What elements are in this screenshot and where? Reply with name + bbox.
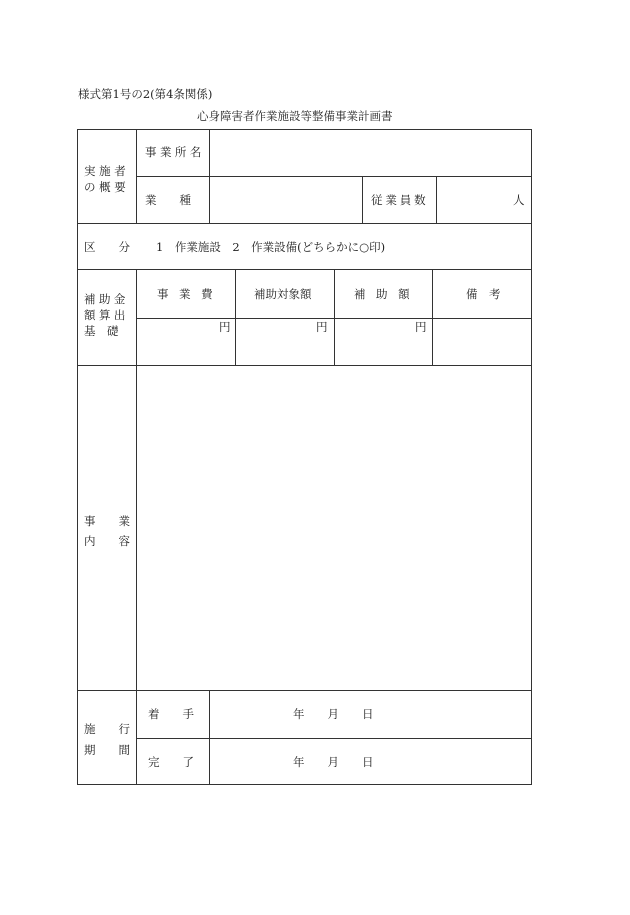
subsidy-unit-eligible-amount: 円 bbox=[316, 320, 328, 334]
office-name-label: 事業所名 bbox=[145, 145, 205, 159]
office-name-field[interactable] bbox=[214, 135, 526, 170]
subsidy-label-1: 補助金 bbox=[84, 292, 129, 306]
employees-label: 従業員数 bbox=[371, 193, 429, 207]
employees-unit: 人 bbox=[513, 193, 525, 207]
subsidy-label-2: 額算出 bbox=[84, 308, 129, 322]
industry-label: 業 種 bbox=[145, 193, 191, 207]
subsidy-label-3: 基 礎 bbox=[84, 324, 119, 338]
content-field[interactable] bbox=[142, 371, 526, 684]
subsidy-col-subsidy-amount: 補 助 額 bbox=[354, 287, 414, 301]
subsidy-col-eligible-amount: 補助対象額 bbox=[254, 287, 312, 301]
subsidy-unit-subsidy-amount: 円 bbox=[415, 320, 427, 334]
end-date-field[interactable]: 年 月 日 bbox=[293, 755, 374, 769]
subsidy-unit-project-cost: 円 bbox=[219, 320, 231, 334]
subsidy-col-project-cost: 事 業 費 bbox=[157, 287, 217, 301]
implementer-label-1: 実 施 者 bbox=[84, 164, 126, 178]
start-label: 着 手 bbox=[148, 707, 194, 721]
document-title: 心身障害者作業施設等整備事業計画書 bbox=[197, 109, 393, 123]
start-date-field[interactable]: 年 月 日 bbox=[293, 707, 374, 721]
subsidy-col-remarks: 備 考 bbox=[466, 287, 501, 301]
period-label-2: 期 間 bbox=[84, 743, 130, 757]
form-number: 様式第1号の2(第4条関係) bbox=[78, 87, 213, 101]
category-options[interactable]: 1 作業施設 2 作業設備(どちらかに○印) bbox=[156, 240, 386, 254]
implementer-label-2: の 概 要 bbox=[84, 180, 126, 194]
content-label-2: 内 容 bbox=[84, 534, 130, 548]
category-label: 区 分 bbox=[84, 240, 130, 254]
industry-field[interactable] bbox=[214, 182, 357, 218]
period-label-1: 施 行 bbox=[84, 722, 130, 736]
content-label-1: 事 業 bbox=[84, 514, 130, 528]
end-label: 完 了 bbox=[148, 755, 194, 769]
